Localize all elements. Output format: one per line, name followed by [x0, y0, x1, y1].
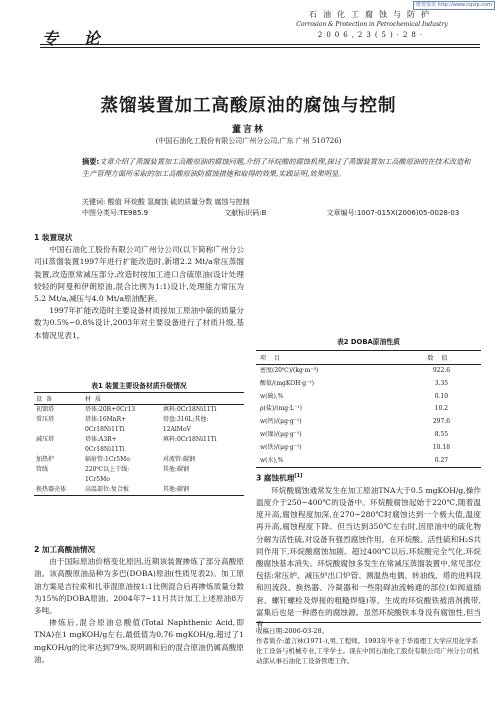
table-cell: 220℃以上干线:: [84, 466, 130, 473]
table-cell: 其他:碳钢: [162, 466, 189, 473]
table-row: [34, 475, 244, 485]
article-number: 文章编号:1007-015X(2006)05-0028-03: [326, 209, 460, 217]
section-3-heading: 3 腐蚀机理: [256, 473, 295, 483]
journal-title-en: Corrosion & Protection in Petrochemical Industry: [296, 21, 448, 28]
table-row: [34, 455, 244, 465]
right-column: [256, 470, 481, 631]
section-label: 专 论: [42, 29, 110, 48]
table-1-caption: 表1 装置主要设备材质升级情况: [91, 382, 187, 390]
table-1-header: 设备: [34, 393, 83, 405]
table-cell: [161, 445, 244, 455]
table-row: [256, 429, 481, 442]
table-2-caption: 表2 DOBA原油性质: [337, 338, 400, 346]
table-cell: 酸值/(mgKOH·g⁻¹): [260, 379, 315, 387]
table-cell: 3.35: [434, 379, 449, 387]
author-bio: 作者简介:董言林(1971-),男,工程师。1993年毕业于华南理工大学应用化学系化工设备与机械专业,工学学士。现在中国石油化工股份有限公司广州分公司机动部从事石油化工设备管理工作。: [256, 637, 480, 665]
abstract: [82, 156, 477, 179]
section-1-para-2: 1997年扩能改造时主要设备材质按加工原油中硫的质量分数为0.5%~0.8%设计,2003年对主要设备进行了材质升级,基本情况见表1。: [34, 306, 244, 340]
table-cell: 管线: [36, 466, 49, 473]
table-cell: 辐射管:1Cr5Mo: [84, 456, 130, 463]
footnote: [256, 622, 481, 666]
table-cell: 密度(20℃)/(kg·m⁻³): [260, 367, 319, 374]
left-column-top: [34, 232, 244, 342]
table-cell: 初馏塔: [36, 406, 55, 413]
table-cell: w(水),%: [256, 455, 402, 468]
table-1-header: [161, 393, 244, 405]
table-cell: 加热炉: [36, 456, 55, 463]
journal-title-cn: 石油化工腐蚀与防护: [309, 10, 435, 19]
table-cell: 8.55: [434, 430, 449, 438]
table-cell: w(硫),%: [260, 392, 284, 400]
watermark-stamp: 维普资讯 http://www.cqvip.com: [413, 1, 495, 10]
table-cell: [161, 475, 244, 485]
clc-number: 中图分类号:TE985.9: [82, 209, 149, 217]
doc-code: 文献标识码:B: [224, 209, 267, 217]
table-row: [34, 465, 244, 475]
table-1: [34, 392, 244, 496]
table-cell: 0.27: [402, 455, 481, 468]
received-date: 收稿日期:2006-03-28。: [256, 627, 329, 635]
table-cell: 10.18: [432, 443, 451, 451]
section-1-title: 1 装置现状: [34, 233, 73, 242]
table-row: [34, 415, 244, 425]
header-rule: [40, 44, 480, 45]
affiliation: (中国石油化工股份有限公司广州分公司,广东 广州 510726): [155, 137, 342, 145]
table-row: [34, 405, 244, 416]
table-row: [34, 425, 244, 435]
table-cell: 塔体:20R+0Cr13: [84, 406, 136, 413]
keywords-label: 关键词:: [82, 198, 106, 206]
author: 董言林: [231, 125, 265, 135]
table-row: [256, 442, 481, 455]
keywords: [82, 197, 250, 207]
paper-title: 蒸馏装置加工高酸原油的腐蚀与控制: [100, 96, 397, 116]
abstract-text: 文章介绍了蒸馏装置加工高酸原油的腐蚀问题,介绍了环烷酸的腐蚀机理,探讨了蒸馏装置加工高酸原油的在技术改造和生产管理方面所采取的加工高酸原油防腐蚀措施和取得的效果,实践证明,效果明显。: [82, 157, 471, 178]
table-2-header: 数值: [402, 351, 481, 365]
table-cell: 297.6: [432, 418, 451, 426]
abstract-label: 摘要:: [82, 157, 100, 166]
table-2-header: 项目: [256, 351, 402, 365]
left-column-bottom: [34, 544, 244, 666]
table-1-header: 材质: [83, 393, 161, 405]
table-cell: w(镍)/(μg·g⁻¹): [260, 430, 302, 438]
table-row: [256, 416, 481, 429]
section-2-para-1: 由于国际原油价格变化原因,近期该装置掺炼了部分高酸原油。该高酸原油品种为多巴(DOBA)原油(性质见表2)。加工原油方案是吉拉索和扎菲混原油按1:1比例混合后再掺炼质量分数为15%的DOBA原油。2004年7~11月共计加工上述原油8万多吨。: [34, 557, 244, 616]
journal-issue: 2006,23(5)·28·: [317, 31, 427, 39]
table-cell: 12AlMoV: [162, 426, 191, 433]
section-2-title: 2 加工高酸油情况: [34, 545, 96, 554]
section-3-ref: [1]: [294, 473, 303, 479]
table-cell: 对流管:碳钢: [162, 456, 195, 463]
table-cell: w(钙)/(μg·g⁻¹): [260, 418, 302, 426]
table-row: [34, 435, 244, 445]
table-row: [256, 391, 481, 404]
table-2: [256, 350, 481, 468]
table-cell: ρ(盐)/(mg·L⁻¹): [260, 405, 302, 413]
table-cell: 922.6: [432, 367, 451, 374]
table-cell: 0.10: [434, 392, 449, 400]
header-rule-thin: [40, 47, 480, 48]
table-cell: [34, 475, 83, 485]
section-3-para-1: 环烷酸腐蚀通常发生在加工原油TNA大于0.5 mgKOH/g,操作温度介于250~400℃的设备中。环烷酸腐蚀起始于220℃,随着温度升高,腐蚀程度加深,在270~280℃时腐蚀达到一个极大值,温度再升高,腐蚀程度下降。但当达到350℃左右时,因原油中的硫化物分解为活性硫,对设备有强烈腐蚀作用。在环烷酸、活性硫和H₂S共同作用下,环烷酸腐蚀加剧。超过400℃以后,环烷酸完全气化,环烷酸腐蚀基本消失。环烷酸腐蚀多发生在常减压蒸馏装置中,常见部位包括:常压炉、减压炉出口炉管、测温热电偶、转油线、塔的进料段和回流段、换热器、冷凝器和一些阻碍油流畅通的部位(如阀道插套、螺钉螺栓及焊接的粗糙焊缝)等。生成的环烷酸铁被溶剂携带,富集后也是一种潜在的腐蚀源。虽然环烷酸铁本身没有腐蚀性,但当有: [256, 485, 481, 629]
table-cell: 10.2: [434, 405, 449, 413]
table-cell: 填料:0Cr18Ni11Ti: [162, 406, 217, 413]
table-cell: [34, 445, 83, 455]
section-2-para-2: 掺炼后,混合原油总酸值(Total Naphthenic Acid,即TNA)在1 mgKOH/g左右,最低值为0.76 mgKOH/g,超过了1 mgKOH/g的比率达到79%,说明调和后的混合原油仍属高酸原油。: [34, 618, 244, 664]
table-cell: 0Cr18Ni11Ti: [84, 426, 125, 433]
table-cell: 塔盘:316L;其他:: [162, 416, 209, 423]
table-cell: 换热器壳体: [34, 485, 83, 496]
table-row: [256, 403, 481, 416]
table-cell: 填料:0Cr18Ni11Ti: [162, 436, 217, 443]
table-row: [34, 485, 244, 496]
table-row: [256, 378, 481, 391]
table-cell: 常压塔: [36, 416, 55, 423]
table-cell: [34, 425, 83, 435]
table-cell: 高温部位:复合板: [83, 485, 161, 496]
table-row: [34, 445, 244, 455]
table-cell: 减压塔: [36, 436, 55, 443]
table-cell: 1Cr5Mo: [84, 476, 110, 483]
table-row: [256, 455, 481, 468]
table-cell: w(铁)/(μg·g⁻¹): [260, 443, 302, 451]
table-cell: 塔体:A3R+: [84, 436, 117, 443]
keywords-text: 酸值 环烷酸 氢腐蚀 硫的质量分数 腐蚀与控制: [107, 198, 250, 206]
section-1-para-1: 中国石油化工股份有限公司广州分公司(以下简称广州分公司)Ⅰ蒸馏装置1997年进行扩能改造时,新增2.2 Mt/a常压蒸馏装置,改造原常减压部分,改造时按加工进口含硫原油(设计处理较轻的阿曼和伊朗原油,混合比例为1:1)设计,处理能力常压为5.2 Mt/a,减压与4.0 Mt/a原油配套。: [34, 245, 244, 304]
table-cell: 0Cr18Ni11Ti: [84, 446, 125, 453]
table-row: [256, 365, 481, 378]
journal-header: [262, 10, 482, 40]
article-meta: [82, 208, 477, 218]
section-3-title: [256, 470, 481, 485]
table-cell: 其他:碳钢: [161, 485, 244, 496]
table-cell: 塔体:16MnR+: [84, 416, 127, 423]
